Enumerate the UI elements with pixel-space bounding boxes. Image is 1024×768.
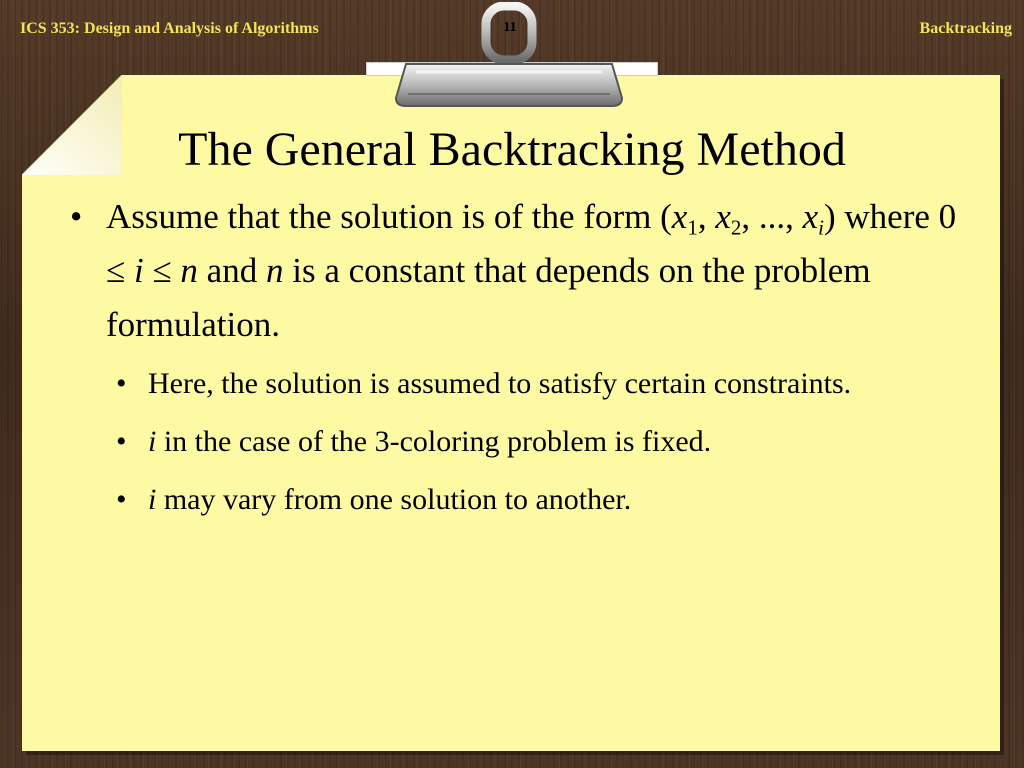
bullet-dot: • [116, 367, 127, 400]
topic-title: Backtracking [919, 20, 1012, 37]
bullet-list [70, 190, 970, 534]
page-number: 11 [503, 20, 517, 35]
bullet-dot: • [116, 483, 127, 516]
main-bullet: • Assume that the solution is of the form ($x_1$, $x_2$, ..., $x_i$) where 0 ≤ i ≤ n and n is a constant that depends on the problem formulation. [70, 190, 970, 352]
bullet-dot: • [116, 425, 127, 458]
sub-bullet-list [70, 360, 970, 524]
sub-bullet-1: • Here, the solution is assumed to satisfy certain constraints. [116, 360, 970, 408]
sub-bullet-2: • i in the case of the 3-coloring problem is fixed. [116, 418, 970, 466]
binder-clip-icon [386, 2, 632, 112]
bullet-dot: • [70, 197, 83, 236]
course-title: ICS 353: Design and Analysis of Algorithms [20, 20, 319, 37]
sub-bullet-3: • i may vary from one solution to another. [116, 476, 970, 524]
slide-title: The General Backtracking Method [178, 123, 846, 176]
